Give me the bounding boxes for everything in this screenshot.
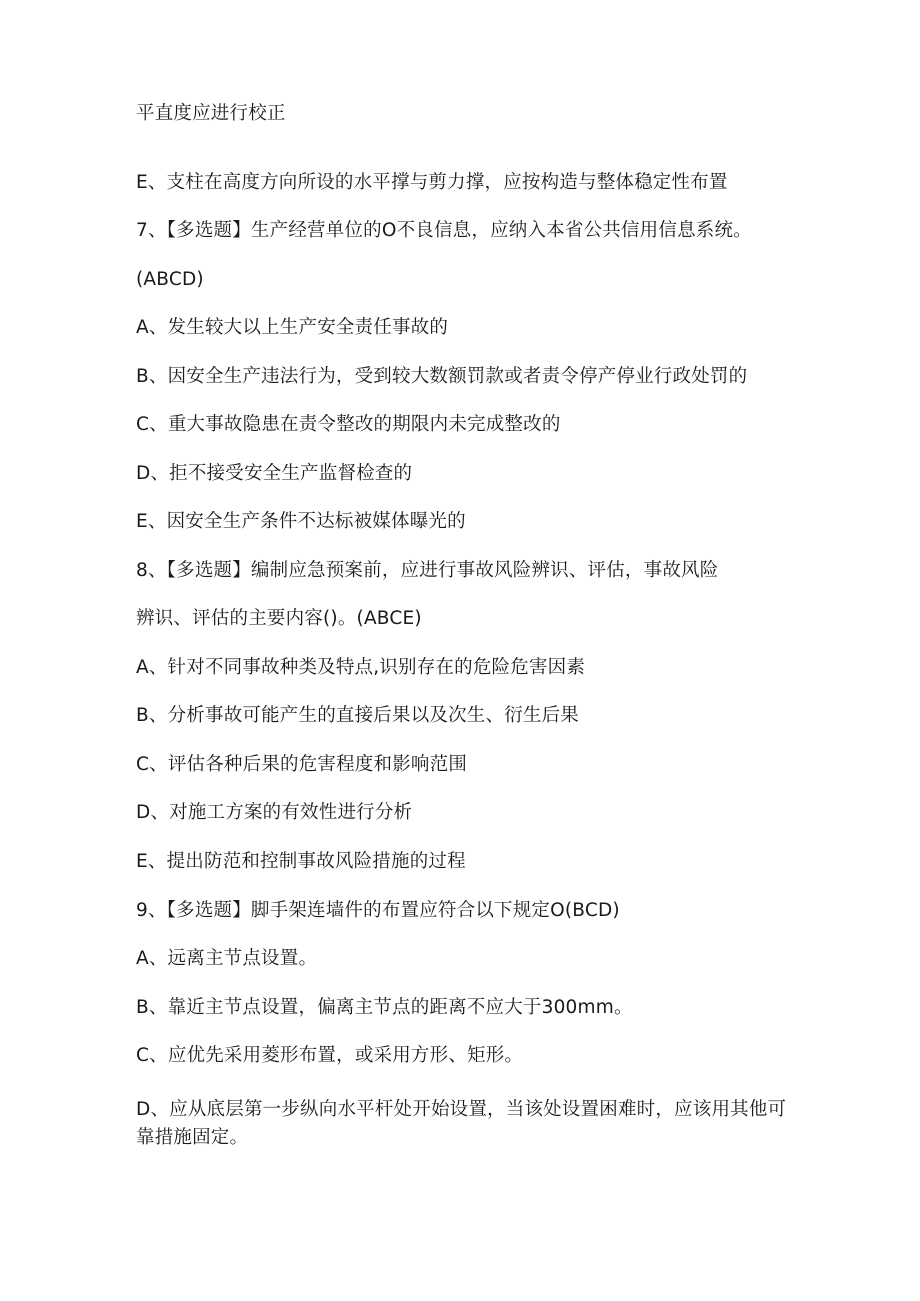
question-8-option-a: A、针对不同事故种类及特点,识别存在的危险危害因素 <box>136 657 586 678</box>
question-7-option-a: A、发生较大以上生产安全责任事故的 <box>136 317 449 338</box>
text-line-2: E、支柱在高度方向所设的水平撑与剪力撑，应按构造与整体稳定性布置 <box>136 172 728 193</box>
question-9-option-a: A、远离主节点设置。 <box>136 948 318 969</box>
question-7-option-e: E、因安全生产条件不达标被媒体曝光的 <box>136 511 466 532</box>
question-8-option-e: E、提出防范和控制事故风险措施的过程 <box>136 851 466 872</box>
question-7-answer: (ABCD) <box>136 269 204 290</box>
question-8: 8、【多选题】编制应急预案前，应进行事故风险辨识、评估，事故风险 <box>136 560 719 581</box>
question-8-continued: 辨识、评估的主要内容()。(ABCE) <box>136 608 422 629</box>
question-7-option-d: D、拒不接受安全生产监督检查的 <box>136 463 413 484</box>
question-7-option-b: B、因安全生产违法行为，受到较大数额罚款或者责令停产停业行政处罚的 <box>136 366 748 387</box>
text-line-1: 平直度应进行校正 <box>136 103 286 124</box>
question-9-option-c: C、应优先采用菱形布置，或采用方形、矩形。 <box>136 1045 524 1066</box>
question-9-option-b: B、靠近主节点设置，偏离主节点的距离不应大于300mm。 <box>136 997 633 1018</box>
question-7: 7、【多选题】生产经营单位的O不良信息，应纳入本省公共信用信息系统。 <box>136 220 752 241</box>
question-9: 9、【多选题】脚手架连墙件的布置应符合以下规定O(BCD) <box>136 900 620 921</box>
question-7-option-c: C、重大事故隐患在责令整改的期限内未完成整改的 <box>136 414 561 435</box>
question-8-option-c: C、评估各种后果的危害程度和影响范围 <box>136 754 468 775</box>
question-9-option-d: D、应从底层第一步纵向水平杆处开始设置，当该处设置困难时，应该用其他可靠措施固定。 <box>136 1099 787 1148</box>
question-8-option-b: B、分析事故可能产生的直接后果以及次生、衍生后果 <box>136 705 579 726</box>
question-8-option-d: D、对施工方案的有效性进行分析 <box>136 802 413 823</box>
